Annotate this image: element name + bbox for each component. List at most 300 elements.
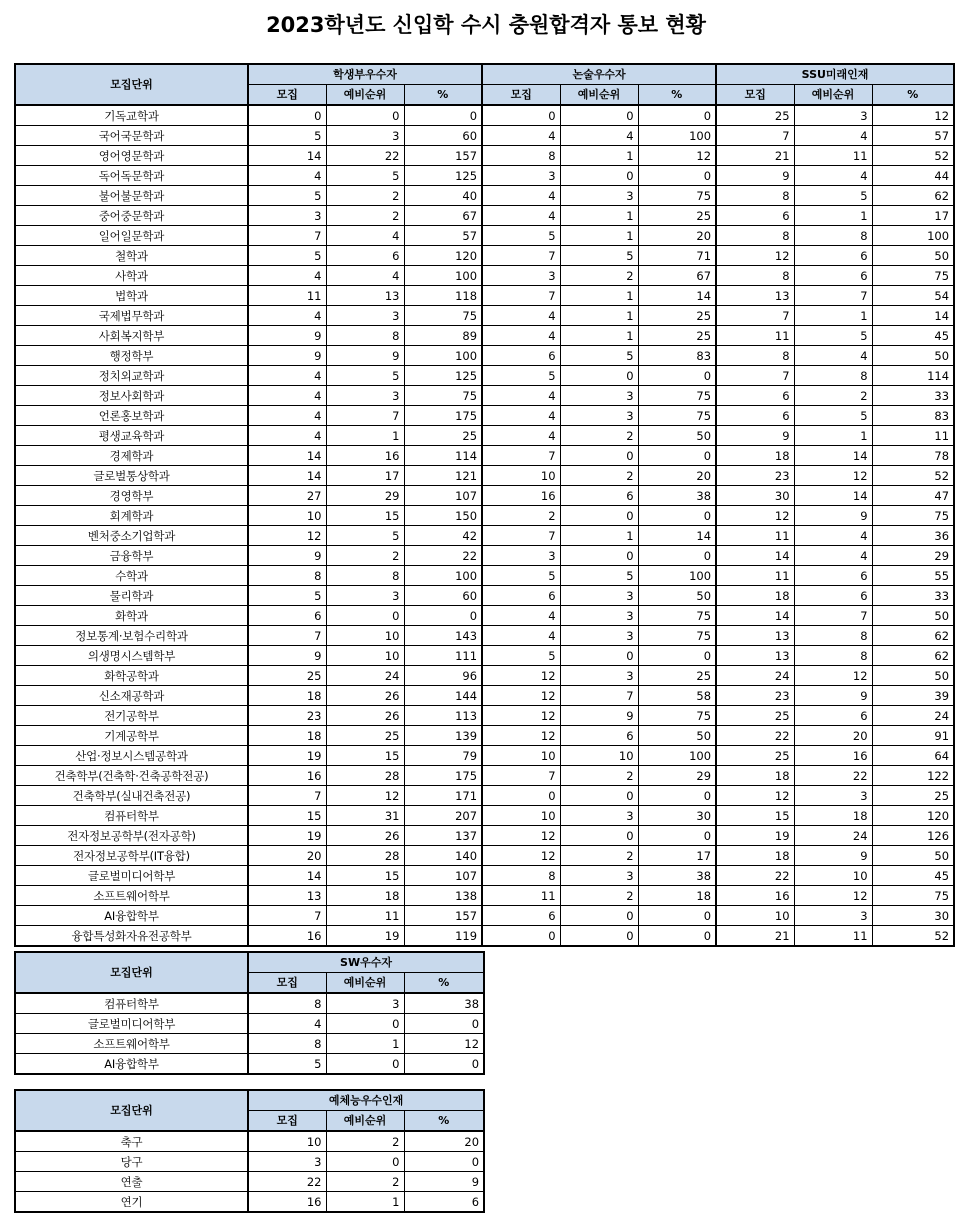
value-cell: 4	[794, 126, 872, 146]
value-cell: 0	[560, 506, 638, 526]
value-cell: 7	[482, 246, 560, 266]
value-cell: 15	[716, 806, 794, 826]
value-cell: 12	[716, 246, 794, 266]
table-row	[15, 993, 484, 1014]
table-row	[15, 566, 954, 586]
value-cell: 24	[794, 826, 872, 846]
unit-name-cell: 산업·정보시스템공학과	[15, 746, 248, 766]
value-cell: 114	[404, 446, 482, 466]
table-row	[15, 126, 954, 146]
value-cell: 23	[248, 706, 326, 726]
value-cell: 38	[638, 486, 716, 506]
value-cell: 54	[872, 286, 954, 306]
table-row	[15, 1152, 484, 1172]
value-cell: 3	[560, 406, 638, 426]
value-cell: 20	[794, 726, 872, 746]
value-cell: 2	[560, 266, 638, 286]
value-cell: 18	[794, 806, 872, 826]
value-cell: 5	[560, 566, 638, 586]
value-cell: 21	[716, 926, 794, 947]
value-cell: 0	[638, 826, 716, 846]
value-cell: 120	[872, 806, 954, 826]
value-cell: 2	[482, 506, 560, 526]
sub-header: 모집	[248, 973, 326, 994]
value-cell: 19	[326, 926, 404, 947]
value-cell: 14	[794, 446, 872, 466]
value-cell: 4	[482, 626, 560, 646]
unit-name-cell: 철학과	[15, 246, 248, 266]
value-cell: 1	[794, 206, 872, 226]
value-cell: 52	[872, 466, 954, 486]
value-cell: 6	[326, 246, 404, 266]
unit-name-cell: 벤처중소기업학과	[15, 526, 248, 546]
value-cell: 1	[326, 1034, 404, 1054]
value-cell: 22	[716, 726, 794, 746]
value-cell: 12	[482, 726, 560, 746]
value-cell: 7	[794, 286, 872, 306]
value-cell: 71	[638, 246, 716, 266]
value-cell: 4	[248, 1014, 326, 1034]
value-cell: 5	[326, 166, 404, 186]
value-cell: 67	[638, 266, 716, 286]
unit-name-cell: 건축학부(실내건축전공)	[15, 786, 248, 806]
value-cell: 28	[326, 846, 404, 866]
sub-header: 예비순위	[326, 973, 404, 994]
unit-name-cell: 중어중문학과	[15, 206, 248, 226]
value-cell: 3	[794, 786, 872, 806]
table-row	[15, 266, 954, 286]
unit-name-cell: 기계공학부	[15, 726, 248, 746]
value-cell: 8	[326, 566, 404, 586]
value-cell: 10	[482, 466, 560, 486]
table-row	[15, 926, 954, 947]
unit-name-cell: 일어일문학과	[15, 226, 248, 246]
value-cell: 0	[638, 906, 716, 926]
value-cell: 14	[872, 306, 954, 326]
value-cell: 0	[482, 786, 560, 806]
table-row	[15, 506, 954, 526]
table-row	[15, 306, 954, 326]
value-cell: 52	[872, 926, 954, 947]
value-cell: 14	[638, 526, 716, 546]
value-cell: 2	[326, 546, 404, 566]
value-cell: 45	[872, 866, 954, 886]
sw-results-table	[14, 951, 485, 1075]
table-row	[15, 1172, 484, 1192]
value-cell: 1	[560, 326, 638, 346]
value-cell: 0	[482, 105, 560, 126]
arts-sports-results-table	[14, 1089, 485, 1213]
value-cell: 0	[638, 366, 716, 386]
value-cell: 4	[794, 346, 872, 366]
value-cell: 67	[404, 206, 482, 226]
value-cell: 140	[404, 846, 482, 866]
value-cell: 111	[404, 646, 482, 666]
value-cell: 10	[482, 746, 560, 766]
value-cell: 20	[638, 226, 716, 246]
value-cell: 0	[404, 1152, 484, 1172]
value-cell: 107	[404, 486, 482, 506]
value-cell: 7	[482, 286, 560, 306]
unit-name-cell: 전자정보공학부(IT융합)	[15, 846, 248, 866]
value-cell: 13	[248, 886, 326, 906]
table-row	[15, 646, 954, 666]
value-cell: 139	[404, 726, 482, 746]
table-row	[15, 906, 954, 926]
value-cell: 60	[404, 586, 482, 606]
value-cell: 75	[638, 386, 716, 406]
value-cell: 10	[482, 806, 560, 826]
value-cell: 11	[794, 926, 872, 947]
value-cell: 38	[638, 866, 716, 886]
value-cell: 10	[794, 866, 872, 886]
value-cell: 4	[326, 266, 404, 286]
value-cell: 9	[248, 646, 326, 666]
value-cell: 25	[638, 306, 716, 326]
value-cell: 11	[326, 906, 404, 926]
value-cell: 3	[248, 1152, 326, 1172]
value-cell: 0	[560, 926, 638, 947]
value-cell: 4	[482, 606, 560, 626]
value-cell: 6	[716, 406, 794, 426]
value-cell: 6	[794, 266, 872, 286]
value-cell: 19	[248, 826, 326, 846]
value-cell: 30	[716, 486, 794, 506]
value-cell: 8	[248, 566, 326, 586]
value-cell: 19	[248, 746, 326, 766]
value-cell: 12	[326, 786, 404, 806]
value-cell: 4	[560, 126, 638, 146]
value-cell: 3	[560, 806, 638, 826]
value-cell: 16	[248, 926, 326, 947]
value-cell: 18	[326, 886, 404, 906]
value-cell: 143	[404, 626, 482, 646]
value-cell: 6	[794, 706, 872, 726]
value-cell: 0	[560, 366, 638, 386]
value-cell: 137	[404, 826, 482, 846]
value-cell: 2	[560, 846, 638, 866]
value-cell: 2	[326, 1131, 404, 1152]
value-cell: 16	[326, 446, 404, 466]
value-cell: 33	[872, 386, 954, 406]
value-cell: 4	[248, 426, 326, 446]
table-row	[15, 826, 954, 846]
value-cell: 5	[248, 586, 326, 606]
value-cell: 0	[560, 786, 638, 806]
value-cell: 26	[326, 686, 404, 706]
value-cell: 144	[404, 686, 482, 706]
table-row	[15, 886, 954, 906]
table-row	[15, 105, 954, 126]
unit-name-cell: 경제학과	[15, 446, 248, 466]
value-cell: 16	[716, 886, 794, 906]
value-cell: 18	[638, 886, 716, 906]
unit-name-cell: 건축학부(건축학·건축공학전공)	[15, 766, 248, 786]
value-cell: 5	[794, 406, 872, 426]
value-cell: 7	[794, 606, 872, 626]
value-cell: 11	[716, 566, 794, 586]
table-row	[15, 366, 954, 386]
value-cell: 5	[794, 326, 872, 346]
value-cell: 25	[638, 206, 716, 226]
value-cell: 7	[560, 686, 638, 706]
sub-header: 예비순위	[794, 85, 872, 106]
value-cell: 3	[482, 166, 560, 186]
value-cell: 150	[404, 506, 482, 526]
value-cell: 5	[248, 186, 326, 206]
value-cell: 3	[560, 666, 638, 686]
value-cell: 6	[404, 1192, 484, 1213]
value-cell: 0	[638, 546, 716, 566]
value-cell: 12	[248, 526, 326, 546]
value-cell: 5	[482, 646, 560, 666]
table-row	[15, 1192, 484, 1213]
value-cell: 5	[482, 566, 560, 586]
value-cell: 22	[326, 146, 404, 166]
value-cell: 9	[326, 346, 404, 366]
value-cell: 4	[794, 546, 872, 566]
value-cell: 75	[638, 406, 716, 426]
value-cell: 50	[638, 586, 716, 606]
value-cell: 0	[326, 1054, 404, 1075]
value-cell: 0	[560, 646, 638, 666]
value-cell: 5	[326, 526, 404, 546]
value-cell: 39	[872, 686, 954, 706]
table-row	[15, 486, 954, 506]
value-cell: 14	[248, 146, 326, 166]
value-cell: 8	[248, 1034, 326, 1054]
table-row	[15, 326, 954, 346]
value-cell: 23	[716, 466, 794, 486]
value-cell: 75	[638, 186, 716, 206]
unit-name-cell: 전자정보공학부(전자공학)	[15, 826, 248, 846]
value-cell: 125	[404, 166, 482, 186]
value-cell: 12	[794, 466, 872, 486]
value-cell: 11	[482, 886, 560, 906]
value-cell: 58	[638, 686, 716, 706]
value-cell: 3	[794, 105, 872, 126]
value-cell: 3	[560, 386, 638, 406]
value-cell: 83	[638, 346, 716, 366]
value-cell: 2	[560, 426, 638, 446]
unit-name-cell: 영어영문학과	[15, 146, 248, 166]
value-cell: 16	[248, 766, 326, 786]
value-cell: 50	[872, 666, 954, 686]
value-cell: 3	[326, 126, 404, 146]
value-cell: 6	[560, 726, 638, 746]
sub-header: 모집	[248, 1111, 326, 1132]
value-cell: 52	[872, 146, 954, 166]
unit-name-cell: 글로벌미디어학부	[15, 866, 248, 886]
value-cell: 171	[404, 786, 482, 806]
value-cell: 4	[794, 166, 872, 186]
value-cell: 119	[404, 926, 482, 947]
value-cell: 11	[794, 146, 872, 166]
value-cell: 9	[794, 846, 872, 866]
unit-name-cell: 컴퓨터학부	[15, 993, 248, 1014]
value-cell: 25	[638, 326, 716, 346]
value-cell: 29	[872, 546, 954, 566]
group-header: 예체능우수인재	[248, 1090, 484, 1111]
value-cell: 1	[794, 426, 872, 446]
unit-name-cell: 사학과	[15, 266, 248, 286]
value-cell: 100	[638, 746, 716, 766]
table-row	[15, 186, 954, 206]
value-cell: 9	[560, 706, 638, 726]
value-cell: 15	[326, 506, 404, 526]
value-cell: 8	[794, 626, 872, 646]
unit-name-cell: 평생교육학과	[15, 426, 248, 446]
sub-header: %	[872, 85, 954, 106]
value-cell: 6	[482, 906, 560, 926]
value-cell: 9	[248, 326, 326, 346]
table-row	[15, 386, 954, 406]
value-cell: 22	[248, 1172, 326, 1192]
value-cell: 24	[326, 666, 404, 686]
value-cell: 96	[404, 666, 482, 686]
value-cell: 157	[404, 146, 482, 166]
value-cell: 1	[560, 206, 638, 226]
value-cell: 4	[482, 426, 560, 446]
value-cell: 0	[638, 926, 716, 947]
value-cell: 6	[716, 386, 794, 406]
value-cell: 3	[326, 386, 404, 406]
value-cell: 5	[482, 226, 560, 246]
value-cell: 8	[248, 993, 326, 1014]
value-cell: 1	[560, 306, 638, 326]
value-cell: 2	[326, 1172, 404, 1192]
value-cell: 12	[638, 146, 716, 166]
value-cell: 12	[482, 666, 560, 686]
table-row	[15, 1014, 484, 1034]
value-cell: 1	[794, 306, 872, 326]
value-cell: 62	[872, 186, 954, 206]
value-cell: 6	[248, 606, 326, 626]
value-cell: 23	[716, 686, 794, 706]
unit-name-cell: 화학공학과	[15, 666, 248, 686]
table-row	[15, 466, 954, 486]
value-cell: 25	[638, 666, 716, 686]
value-cell: 100	[638, 126, 716, 146]
value-cell: 25	[716, 706, 794, 726]
value-cell: 6	[482, 586, 560, 606]
value-cell: 2	[560, 886, 638, 906]
unit-header: 모집단위	[15, 1090, 248, 1131]
value-cell: 2	[794, 386, 872, 406]
value-cell: 0	[560, 906, 638, 926]
value-cell: 10	[716, 906, 794, 926]
value-cell: 14	[248, 466, 326, 486]
main-table-body	[15, 105, 954, 946]
value-cell: 0	[560, 546, 638, 566]
value-cell: 100	[638, 566, 716, 586]
value-cell: 50	[872, 346, 954, 366]
value-cell: 4	[482, 306, 560, 326]
value-cell: 5	[248, 246, 326, 266]
value-cell: 60	[404, 126, 482, 146]
value-cell: 1	[560, 146, 638, 166]
table-row	[15, 626, 954, 646]
table-row	[15, 766, 954, 786]
value-cell: 6	[794, 586, 872, 606]
value-cell: 75	[638, 626, 716, 646]
value-cell: 8	[716, 186, 794, 206]
value-cell: 4	[248, 306, 326, 326]
unit-name-cell: 연기	[15, 1192, 248, 1213]
value-cell: 13	[716, 626, 794, 646]
value-cell: 10	[326, 626, 404, 646]
sub-header: %	[404, 85, 482, 106]
value-cell: 4	[482, 186, 560, 206]
table-row	[15, 226, 954, 246]
value-cell: 15	[248, 806, 326, 826]
value-cell: 8	[794, 366, 872, 386]
value-cell: 2	[326, 206, 404, 226]
value-cell: 38	[404, 993, 484, 1014]
value-cell: 4	[482, 406, 560, 426]
value-cell: 12	[482, 686, 560, 706]
table-row	[15, 866, 954, 886]
value-cell: 5	[248, 126, 326, 146]
table-row	[15, 1054, 484, 1075]
value-cell: 5	[248, 1054, 326, 1075]
value-cell: 125	[404, 366, 482, 386]
table-row	[15, 666, 954, 686]
value-cell: 100	[404, 266, 482, 286]
value-cell: 4	[482, 206, 560, 226]
value-cell: 0	[326, 1152, 404, 1172]
value-cell: 12	[482, 826, 560, 846]
value-cell: 26	[326, 826, 404, 846]
value-cell: 18	[248, 726, 326, 746]
value-cell: 62	[872, 646, 954, 666]
value-cell: 13	[716, 286, 794, 306]
value-cell: 15	[326, 746, 404, 766]
unit-name-cell: 언론홍보학과	[15, 406, 248, 426]
value-cell: 30	[638, 806, 716, 826]
main-results-table	[14, 63, 955, 947]
table-row	[15, 606, 954, 626]
value-cell: 3	[794, 906, 872, 926]
value-cell: 0	[404, 606, 482, 626]
value-cell: 4	[794, 526, 872, 546]
unit-name-cell: 법학과	[15, 286, 248, 306]
value-cell: 16	[248, 1192, 326, 1213]
table-row	[15, 526, 954, 546]
value-cell: 89	[404, 326, 482, 346]
value-cell: 12	[404, 1034, 484, 1054]
value-cell: 7	[716, 126, 794, 146]
table-row	[15, 166, 954, 186]
value-cell: 0	[482, 926, 560, 947]
sw-table-body	[15, 993, 484, 1074]
unit-name-cell: 정보통계·보험수리학과	[15, 626, 248, 646]
value-cell: 0	[560, 446, 638, 466]
value-cell: 0	[638, 506, 716, 526]
value-cell: 14	[716, 546, 794, 566]
value-cell: 29	[638, 766, 716, 786]
value-cell: 20	[638, 466, 716, 486]
value-cell: 100	[872, 226, 954, 246]
value-cell: 0	[404, 105, 482, 126]
value-cell: 1	[326, 1192, 404, 1213]
unit-name-cell: 융합특성화자유전공학부	[15, 926, 248, 947]
value-cell: 18	[716, 846, 794, 866]
value-cell: 6	[716, 206, 794, 226]
value-cell: 16	[482, 486, 560, 506]
value-cell: 79	[404, 746, 482, 766]
value-cell: 18	[716, 446, 794, 466]
